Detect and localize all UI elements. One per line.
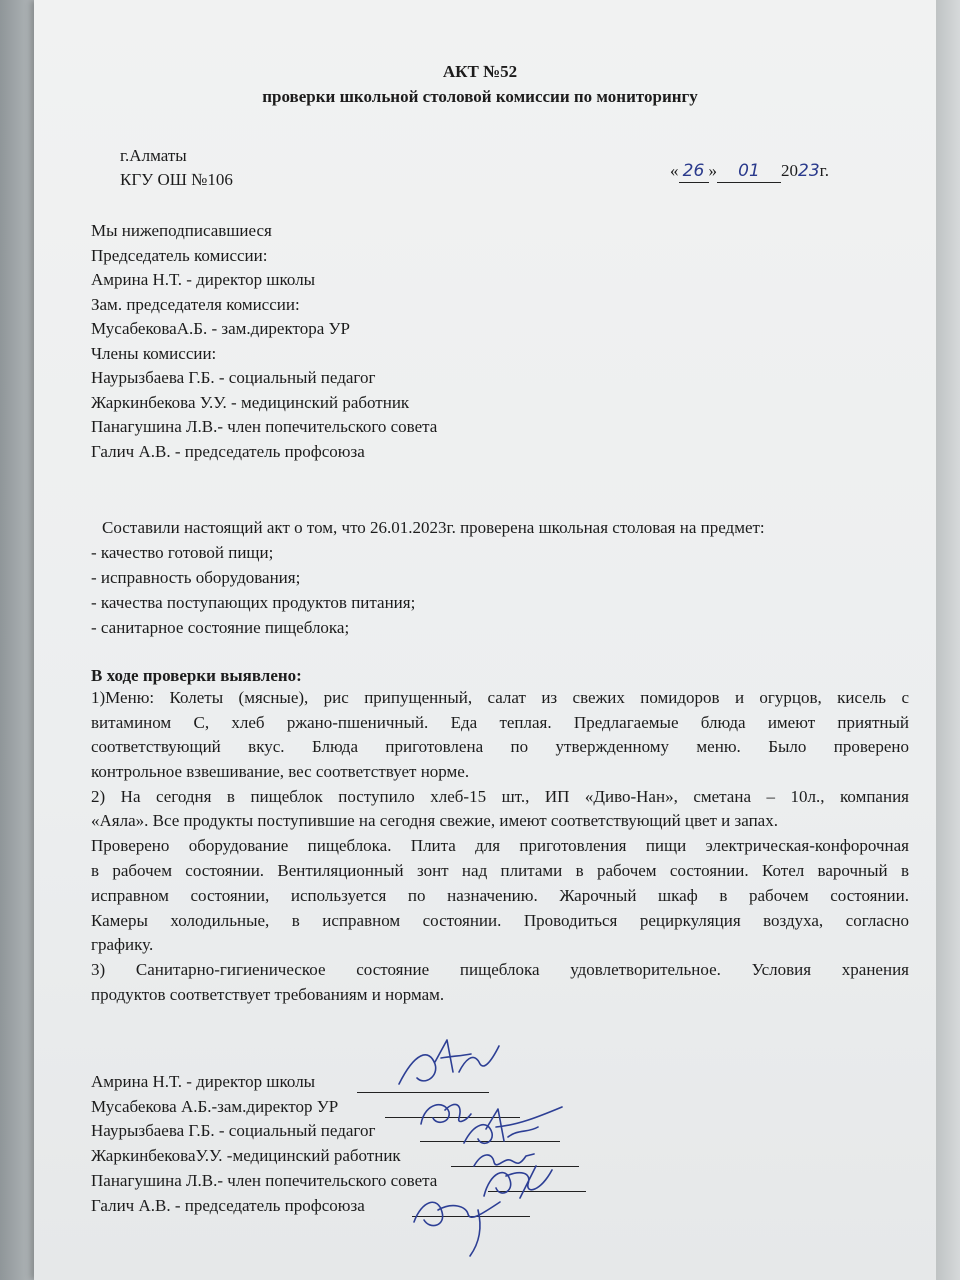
findings-line: исправном состоянии, используется по назначению. Жарочный шкаф в рабочем состоянии. — [91, 886, 909, 905]
deputy-label: Зам. председателя комиссии: — [91, 295, 300, 314]
findings-line: продуктов соответствует требованиям и нормам. — [91, 985, 445, 1004]
date-month: 01 — [717, 160, 781, 183]
findings-line: 1)Меню: Колеты (мясные), рис припущенный, салат из свежих помидоров и огурцов, кисель с — [91, 688, 909, 707]
date-year-end: г. — [819, 161, 829, 180]
members-label: Члены комиссии: — [91, 344, 217, 363]
signatory-member: Галич А.В. - председатель профсоюза — [91, 1196, 365, 1215]
signatory-member: Панагушина Л.В.- член попечительского совета — [91, 1171, 438, 1190]
check-item: - санитарное состояние пищеблока; — [91, 618, 350, 637]
findings-line: витамином С, хлеб ржано-пшеничный. Еда теплая. Предлагаемые блюда имеют приятный — [91, 713, 909, 732]
member-item: Наурызбаева Г.Б. - социальный педагог — [91, 368, 376, 387]
member-item: Жаркинбекова У.У. - медицинский работник — [91, 393, 410, 412]
date-close-quote: » — [708, 161, 717, 180]
date-year-suffix: 23 — [798, 161, 820, 181]
signatory-deputy: Мусабекова А.Б.-зам.директор УР — [91, 1097, 339, 1116]
findings-line: в рабочем состоянии. Вентиляционный зонт над плитами в рабочем состоянии. Котел варочный в — [91, 861, 909, 880]
date-year-prefix: 20 — [781, 161, 798, 180]
signatory-member: ЖаркинбековаУ.У. -медицинский работник — [91, 1146, 401, 1165]
school-name: КГУ ОШ №106 — [120, 170, 233, 189]
check-item: - качество готовой пищи; — [91, 543, 274, 562]
signature-line — [357, 1092, 489, 1093]
chair-name: Амрина Н.Т. - директор школы — [91, 270, 316, 289]
chair-label: Председатель комиссии: — [91, 246, 268, 265]
check-item: - исправность оборудования; — [91, 568, 301, 587]
findings-line: Проверено оборудование пищеблока. Плита для приготовления пищи электрическая-конфорочная — [91, 836, 909, 855]
act-statement: Составили настоящий акт о том, что 26.01.2023г. проверена школьная столовая на предмет: — [102, 518, 765, 537]
findings-line: 2) На сегодня в пищеблок поступило хлеб-15 шт., ИП «Диво-Нан», сметана – 10л., компания — [91, 787, 909, 806]
member-item: Галич А.В. - председатель профсоюза — [91, 442, 365, 461]
check-item: - качества поступающих продуктов питания; — [91, 593, 416, 612]
background-right — [936, 0, 960, 1280]
findings-heading: В ходе проверки выявлено: — [91, 666, 302, 685]
findings-line: 3) Санитарно-гигиеническое состояние пищеблока удовлетворительное. Условия хранения — [91, 960, 909, 979]
signature-scribble — [395, 1032, 505, 1092]
findings-line: «Аяла». Все продукты поступившие на сегодня свежие, имеют соответствующий цвет и запах. — [91, 811, 778, 830]
act-subtitle: проверки школьной столовой комиссии по мониторингу — [262, 87, 698, 106]
commission-intro: Мы нижеподписавшиеся — [91, 221, 272, 240]
deputy-name: МусабековаА.Б. - зам.директора УР — [91, 319, 350, 338]
city: г.Алматы — [120, 146, 187, 165]
date-open-quote: « — [670, 161, 679, 180]
findings-line: графику. — [91, 935, 154, 954]
act-date — [670, 160, 829, 183]
findings-line: соответствующий вкус. Блюда приготовлена по утвержденному меню. Было проверено — [91, 737, 909, 756]
signatory-member: Наурызбаева Г.Б. - социальный педагог — [91, 1121, 376, 1140]
findings-line: контрольное взвешивание, вес соответствует норме. — [91, 762, 470, 781]
findings-line: Камеры холодильные, в исправном состоянии. Проводиться рециркуляция воздуха, согласно — [91, 911, 909, 930]
act-title: АКТ №52 — [442, 62, 518, 81]
signature-scribble — [408, 1192, 508, 1262]
signatory-chair: Амрина Н.Т. - директор школы — [91, 1072, 316, 1091]
member-item: Панагушина Л.В.- член попечительского совета — [91, 417, 438, 436]
date-day: 26 — [679, 160, 709, 183]
